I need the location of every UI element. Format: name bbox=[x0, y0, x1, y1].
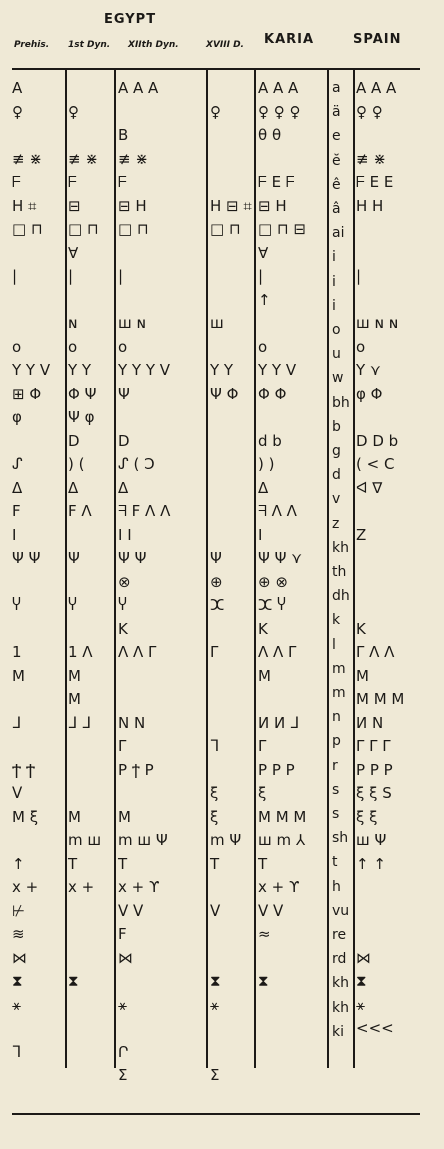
latin-value: vu bbox=[332, 903, 350, 919]
sign-cell-c1: ᒧ bbox=[12, 714, 22, 732]
sign-cell-c5: K bbox=[258, 620, 268, 638]
sign-cell-c1: ⧗ bbox=[12, 972, 23, 990]
latin-value: ai bbox=[332, 225, 345, 241]
sign-cell-c3: ᖴ bbox=[118, 173, 127, 191]
sign-cell-c6: M bbox=[356, 667, 369, 685]
sign-cell-c5: M bbox=[258, 667, 271, 685]
latin-value: ĕ bbox=[332, 153, 341, 169]
sign-cell-c2: Φ Ψ bbox=[68, 385, 97, 403]
sign-cell-c1: ≋ bbox=[12, 925, 25, 943]
latin-value: ki bbox=[332, 1024, 344, 1040]
sign-cell-c3: ᐯ ᐯ bbox=[118, 902, 144, 920]
latin-value: b bbox=[332, 419, 341, 435]
sign-cell-c5: ↑ bbox=[258, 291, 271, 309]
latin-value: w bbox=[332, 370, 344, 386]
sign-cell-c1: ᖴ bbox=[12, 173, 21, 191]
sign-cell-c3: o bbox=[118, 338, 128, 356]
sign-cell-c5: ≈ bbox=[258, 925, 271, 943]
sign-cell-c1: 1 bbox=[12, 643, 22, 661]
sign-cell-c3: Ⴤ bbox=[118, 596, 127, 614]
sign-cell-c2: Ψ bbox=[68, 549, 80, 567]
sign-cell-c4: ᐯ bbox=[210, 902, 221, 920]
sign-cell-c3: M bbox=[118, 808, 131, 826]
sign-cell-c4: T bbox=[210, 855, 220, 873]
sign-cell-c1: ⊞ Φ bbox=[12, 385, 42, 403]
sign-cell-c5: ∀ bbox=[258, 244, 269, 262]
sign-cell-c5: □ ⊓ ⊟ bbox=[258, 220, 306, 238]
sign-cell-c1: ↑ bbox=[12, 855, 25, 873]
latin-value: g bbox=[332, 443, 341, 459]
sign-cell-c6: Γ Λ Λ bbox=[356, 643, 395, 661]
sign-cell-c4: Σ bbox=[210, 1066, 220, 1084]
sign-cell-c3: N N bbox=[118, 714, 146, 732]
sign-cell-c2: | bbox=[68, 267, 74, 285]
sign-cell-c6: ᖴ E E bbox=[356, 173, 394, 191]
sign-cell-c3: P ϯ P bbox=[118, 761, 154, 779]
sign-cell-c5: Δ bbox=[258, 479, 269, 497]
sign-cell-c1: □ ⊓ bbox=[12, 220, 43, 238]
sign-cell-c1: ᐯ bbox=[12, 784, 23, 802]
sign-cell-c1: M bbox=[12, 667, 25, 685]
sign-cell-c5: И И ᒧ bbox=[258, 714, 300, 732]
latin-value: kh bbox=[332, 975, 349, 991]
sign-cell-c2: ) ( bbox=[68, 455, 85, 473]
sign-cell-c4: ⧗ bbox=[210, 972, 221, 990]
latin-value: h bbox=[332, 879, 341, 895]
latin-value: n bbox=[332, 709, 341, 725]
sign-cell-c3: I I bbox=[118, 526, 132, 544]
latin-value: l bbox=[332, 637, 336, 653]
sign-cell-c2: M bbox=[68, 808, 81, 826]
column-divider bbox=[254, 68, 256, 1068]
sign-cell-c5: Φ Φ bbox=[258, 385, 287, 403]
sign-cell-c3: Σ bbox=[118, 1066, 128, 1084]
latin-value: e bbox=[332, 128, 341, 144]
sign-cell-c4: ♀ bbox=[210, 103, 221, 121]
header-karia: KARIA bbox=[264, 32, 315, 47]
sign-cell-c1: Ϯ Ϯ bbox=[12, 761, 36, 779]
sign-cell-c6: P P P bbox=[356, 761, 393, 779]
latin-value: re bbox=[332, 927, 347, 943]
sign-cell-c4: ξ bbox=[210, 784, 219, 802]
sign-cell-c3: B bbox=[118, 126, 129, 144]
sign-cell-c6: | bbox=[356, 267, 362, 285]
latin-value: k bbox=[332, 612, 341, 628]
sign-cell-c5: Γ bbox=[258, 737, 267, 755]
sign-cell-c3: □ ⊓ bbox=[118, 220, 149, 238]
sign-cell-c3: ᔑ ( Ↄ bbox=[118, 455, 155, 473]
sign-cell-c3: Γ bbox=[118, 737, 127, 755]
sign-cell-c5: Y Y V bbox=[258, 361, 297, 379]
sign-cell-c3: D bbox=[118, 432, 130, 450]
sign-cell-c3: | bbox=[118, 267, 124, 285]
latin-value: m bbox=[332, 661, 346, 677]
column-divider bbox=[327, 68, 329, 1068]
sign-cell-c4: □ ⊓ bbox=[210, 220, 241, 238]
sign-cell-c1: Δ bbox=[12, 479, 23, 497]
sign-cell-c2: Y Y bbox=[68, 361, 92, 379]
sign-cell-c6: ( < Ⅽ bbox=[356, 455, 395, 473]
sign-cell-c4: H ⊟ ⌗ bbox=[210, 197, 252, 215]
sign-cell-c6: ⧗ bbox=[356, 972, 367, 990]
sign-cell-c2: F Λ bbox=[68, 502, 92, 520]
sign-cell-c6: ξ ξ S bbox=[356, 784, 392, 802]
sign-cell-c1: Ⴤ bbox=[12, 596, 21, 614]
sign-cell-c4: ξ bbox=[210, 808, 219, 826]
sign-cell-c1: M ξ bbox=[12, 808, 39, 826]
sign-cell-c5: ш m ⅄ bbox=[258, 831, 306, 849]
sign-cell-c6: H H bbox=[356, 197, 384, 215]
sign-cell-c1: ⋈ bbox=[12, 949, 27, 967]
sign-cell-c5: ) ) bbox=[258, 455, 275, 473]
sign-cell-c1: ᒣ bbox=[12, 1043, 22, 1061]
latin-value: ê bbox=[332, 177, 341, 193]
sign-cell-c3: ⋈ bbox=[118, 949, 133, 967]
sign-cell-c1: φ bbox=[12, 408, 22, 426]
sign-cell-c6: φ Φ bbox=[356, 385, 383, 403]
sign-cell-c6: ⋈ bbox=[356, 949, 371, 967]
latin-value: u bbox=[332, 346, 341, 362]
sign-cell-c6: o bbox=[356, 338, 366, 356]
sign-cell-c4: m Ψ bbox=[210, 831, 242, 849]
subheader-1st-dyn: 1st Dyn. bbox=[68, 40, 111, 50]
sign-cell-c2: D bbox=[68, 432, 80, 450]
sign-cell-c6: D D b bbox=[356, 432, 399, 450]
sign-cell-c6: <<< bbox=[356, 1019, 394, 1037]
latin-value: bh bbox=[332, 395, 350, 411]
latin-value: s bbox=[332, 782, 340, 798]
sign-cell-c2: □ ⊓ bbox=[68, 220, 99, 238]
sign-cell-c5: Ψ Ψ ⋎ bbox=[258, 549, 303, 567]
sign-cell-c5: ᖷ Λ Λ bbox=[258, 502, 297, 520]
sign-cell-c5: Λ Λ Γ bbox=[258, 643, 297, 661]
sign-cell-c3: m ш Ψ bbox=[118, 831, 168, 849]
sign-cell-c2: ≢ ⋇ bbox=[68, 150, 98, 168]
sign-cell-c1: ⊬ bbox=[12, 902, 26, 920]
latin-value: a bbox=[332, 80, 341, 96]
sign-cell-c4: ⊕ bbox=[210, 573, 223, 591]
sign-cell-c5: P P P bbox=[258, 761, 295, 779]
sign-cell-c4: ⚹ bbox=[210, 996, 220, 1014]
sign-cell-c2: ⧗ bbox=[68, 972, 79, 990]
latin-value: r bbox=[332, 758, 338, 774]
latin-value: â bbox=[332, 201, 341, 217]
sign-cell-c1: ≢ ⋇ bbox=[12, 150, 42, 168]
sign-cell-c5: ⵋ Ⴤ bbox=[258, 596, 286, 614]
header-egypt: EGYPT bbox=[104, 12, 157, 27]
latin-value: kh bbox=[332, 1000, 349, 1016]
sign-cell-c1: ♀ bbox=[12, 103, 23, 121]
sign-cell-c3: F bbox=[118, 925, 127, 943]
latin-value: d bbox=[332, 467, 341, 483]
sign-cell-c1: F bbox=[12, 502, 21, 520]
sign-cell-c2: 1 Λ bbox=[68, 643, 93, 661]
sign-cell-c2: ᖴ bbox=[68, 173, 77, 191]
sign-cell-c1: | bbox=[12, 267, 18, 285]
sign-cell-c3: x + ϒ bbox=[118, 878, 160, 896]
sign-cell-c4: ᒣ bbox=[210, 737, 220, 755]
sign-cell-c5: A A A bbox=[258, 79, 299, 97]
sign-cell-c5: ⊕ ⊗ bbox=[258, 573, 288, 591]
sign-cell-c6: ↑ ↑ bbox=[356, 855, 386, 873]
subheader-prehis: Prehis. bbox=[14, 40, 50, 50]
sign-cell-c4: Ψ Φ bbox=[210, 385, 239, 403]
sign-cell-c3: ⊟ H bbox=[118, 197, 147, 215]
sign-cell-c2: Δ bbox=[68, 479, 79, 497]
sign-cell-c5: ⊟ H bbox=[258, 197, 287, 215]
sign-cell-c6: ≢ ⋇ bbox=[356, 150, 386, 168]
sign-cell-c6: ш ɴ ɴ bbox=[356, 314, 399, 332]
sign-cell-c2: ♀ bbox=[68, 103, 79, 121]
latin-value: rd bbox=[332, 951, 347, 967]
sign-cell-c3: Λ Λ Γ bbox=[118, 643, 157, 661]
sign-cell-c3: Ψ bbox=[118, 385, 130, 403]
sign-cell-c5: M M M bbox=[258, 808, 307, 826]
sign-cell-c6: Y ⋎ bbox=[356, 361, 381, 379]
sign-cell-c3: ш ɴ bbox=[118, 314, 147, 332]
sign-cell-c2: ⊟ bbox=[68, 197, 81, 215]
sign-cell-c6: K bbox=[356, 620, 366, 638]
sign-cell-c1: A bbox=[12, 79, 23, 97]
sign-cell-c1: I bbox=[12, 526, 17, 544]
sign-cell-c6: A A A bbox=[356, 79, 397, 97]
sign-cell-c1: x + bbox=[12, 878, 39, 896]
column-divider bbox=[206, 68, 208, 1068]
latin-value: s bbox=[332, 806, 340, 822]
sign-cell-c2: T bbox=[68, 855, 78, 873]
sign-cell-c3: ⚹ bbox=[118, 996, 128, 1014]
sign-cell-c5: x + ϒ bbox=[258, 878, 300, 896]
sign-cell-c3: ≢ ⋇ bbox=[118, 150, 148, 168]
sign-cell-c1: Ψ Ψ bbox=[12, 549, 41, 567]
column-divider bbox=[353, 68, 355, 1068]
sign-cell-c6: ᐊ ∇ bbox=[356, 479, 383, 497]
sign-cell-c6: ♀ ♀ bbox=[356, 103, 383, 121]
sign-cell-c4: ш bbox=[210, 314, 224, 332]
subheader-12th-dyn: XIIth Dyn. bbox=[128, 40, 179, 50]
sign-cell-c5: T bbox=[258, 855, 268, 873]
sign-cell-c3: ⊗ bbox=[118, 573, 131, 591]
sign-cell-c1: ⚹ bbox=[12, 996, 22, 1014]
sign-cell-c3: A A A bbox=[118, 79, 159, 97]
latin-value: v bbox=[332, 491, 341, 507]
sign-cell-c5: ᖴ E ᖴ bbox=[258, 173, 295, 191]
latin-value: kh bbox=[332, 540, 349, 556]
sign-cell-c5: | bbox=[258, 267, 264, 285]
top-rule bbox=[12, 68, 420, 70]
sign-cell-c4: Y Y bbox=[210, 361, 234, 379]
latin-value: m bbox=[332, 685, 346, 701]
sign-cell-c4: Ψ bbox=[210, 549, 222, 567]
header-spain: SPAIN bbox=[353, 32, 402, 47]
bottom-rule bbox=[12, 1113, 420, 1115]
sign-cell-c6: ξ ξ bbox=[356, 808, 378, 826]
sign-cell-c1: ᔑ bbox=[12, 455, 23, 473]
column-divider bbox=[65, 68, 67, 1068]
sign-cell-c2: Ⴤ bbox=[68, 596, 77, 614]
column-divider bbox=[114, 68, 116, 1068]
sign-cell-c5: θ θ bbox=[258, 126, 282, 144]
sign-cell-c6: M M M bbox=[356, 690, 405, 708]
sign-cell-c2: x + bbox=[68, 878, 95, 896]
sign-cell-c2: ∀ bbox=[68, 244, 79, 262]
sign-cell-c5: o bbox=[258, 338, 268, 356]
sign-cell-c3: Ψ Ψ bbox=[118, 549, 147, 567]
sign-cell-c3: K bbox=[118, 620, 128, 638]
latin-value: sh bbox=[332, 830, 349, 846]
sign-cell-c6: ⚹ bbox=[356, 996, 366, 1014]
subheader-18th-dyn: XVIII D. bbox=[206, 40, 244, 50]
sign-cell-c4: ⵋ bbox=[210, 596, 225, 614]
sign-cell-c5: ξ bbox=[258, 784, 267, 802]
sign-cell-c2: ᒧ ᒧ bbox=[68, 714, 92, 732]
sign-cell-c5: ♀ ♀ ♀ bbox=[258, 103, 301, 121]
sign-cell-c3: Y Y Y V bbox=[118, 361, 171, 379]
sign-cell-c6: Ͷ N bbox=[356, 714, 384, 732]
latin-value: t bbox=[332, 854, 338, 870]
sign-cell-c1: o bbox=[12, 338, 22, 356]
latin-value: z bbox=[332, 516, 340, 532]
sign-cell-c5: I bbox=[258, 526, 263, 544]
sign-cell-c2: M bbox=[68, 667, 81, 685]
latin-value: o bbox=[332, 322, 341, 338]
sign-cell-c1: Y Y V bbox=[12, 361, 51, 379]
sign-cell-c2: o bbox=[68, 338, 78, 356]
latin-value: i bbox=[332, 298, 336, 314]
sign-cell-c2: Ψ φ bbox=[68, 408, 95, 426]
latin-value: p bbox=[332, 733, 341, 749]
sign-cell-c3: Δ bbox=[118, 479, 129, 497]
sign-cell-c3: T bbox=[118, 855, 128, 873]
latin-value: i bbox=[332, 274, 336, 290]
sign-cell-c1: H ⌗ bbox=[12, 197, 37, 215]
sign-cell-c2: M bbox=[68, 690, 81, 708]
sign-cell-c2: m ш bbox=[68, 831, 102, 849]
sign-cell-c2: ɴ bbox=[68, 314, 78, 332]
latin-value: i bbox=[332, 249, 336, 265]
sign-cell-c5: d b bbox=[258, 432, 282, 450]
sign-cell-c6: Z bbox=[356, 526, 367, 544]
latin-value: th bbox=[332, 564, 347, 580]
sign-cell-c3: Ր bbox=[118, 1043, 129, 1061]
sign-cell-c4: Γ bbox=[210, 643, 219, 661]
sign-cell-c5: ᐯ ᐯ bbox=[258, 902, 284, 920]
latin-value: dh bbox=[332, 588, 350, 604]
sign-cell-c6: ш Ψ bbox=[356, 831, 387, 849]
sign-cell-c3: ᖷ F Λ Λ bbox=[118, 502, 171, 520]
latin-value: ä bbox=[332, 104, 341, 120]
sign-cell-c5: ⧗ bbox=[258, 972, 269, 990]
sign-cell-c6: Γ Γ Γ bbox=[356, 737, 391, 755]
